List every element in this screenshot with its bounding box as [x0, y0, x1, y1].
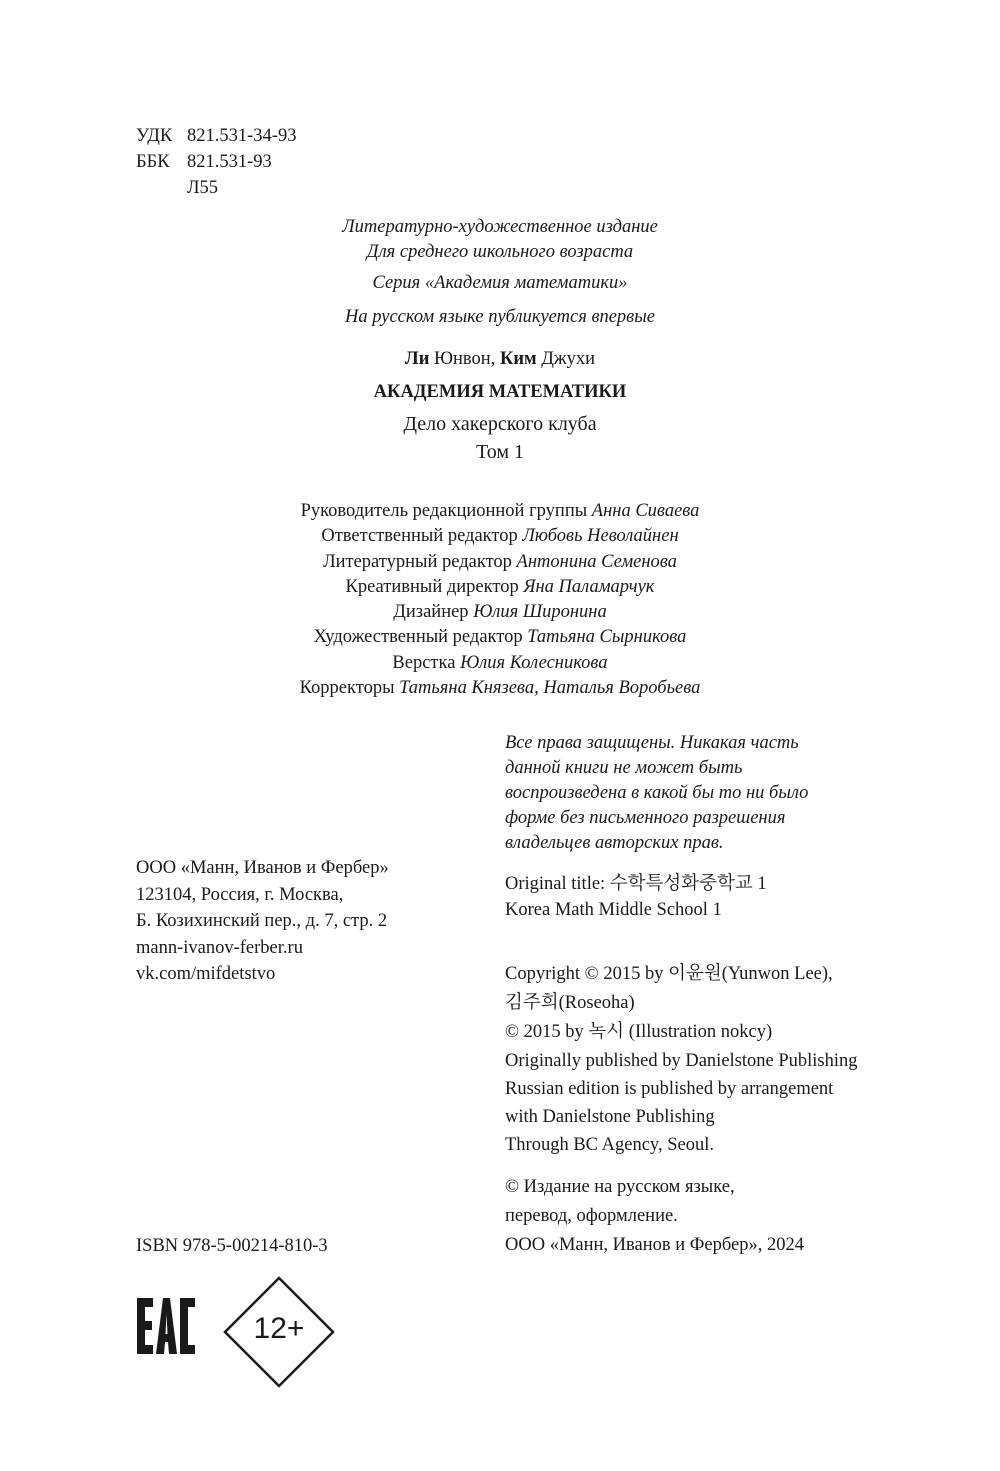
author-mark: Л55	[187, 178, 219, 198]
publisher-info	[136, 859, 389, 992]
publisher-social: vk.com/mifdetstvo	[136, 964, 276, 984]
copyright-line: with Danielstone Publishing	[505, 1107, 715, 1127]
credit-line	[0, 679, 1000, 704]
credit-person: Татьяна Сырникова	[527, 627, 687, 648]
credit-role: Верстка	[392, 652, 461, 673]
book-volume: Том 1	[476, 441, 524, 463]
edition-series: Серия «Академия математики»	[372, 273, 628, 293]
credit-person: Юлия Колесникова	[460, 652, 608, 673]
original-title-line: Original title: 수학특성화중학교 1	[505, 874, 767, 894]
author2-surname: Ким	[499, 349, 537, 369]
book-title: АКАДЕМИЯ МАТЕМАТИКИ	[373, 382, 627, 402]
edition-type: Литературно-художественное издание	[342, 217, 658, 237]
age-rating-badge	[223, 1276, 335, 1393]
book-subtitle: Дело хакерского клуба	[403, 413, 597, 435]
copyright-line: Copyright © 2015 by 이윤원(Yunwon Lee),	[505, 964, 833, 984]
credit-line	[0, 527, 1000, 552]
bbk-label: ББК	[136, 152, 170, 172]
udk-label: УДК	[136, 126, 173, 146]
credits-list	[0, 502, 1000, 704]
rights-line: данной книги не может быть	[505, 758, 743, 778]
rights-notice	[505, 734, 808, 859]
credit-person: Юлия Широнина	[473, 602, 607, 623]
credit-line	[0, 502, 1000, 527]
classification-codes	[136, 123, 296, 201]
publisher-address-1: 123104, Россия, г. Москва,	[136, 884, 344, 905]
russian-copyright-line: перевод, оформление.	[505, 1206, 678, 1226]
author1-name: Юнвон,	[429, 349, 500, 369]
publisher-name: ООО «Манн, Иванов и Фербер»	[136, 858, 389, 878]
edition-age-group: Для среднего школьного возраста	[366, 242, 634, 262]
bbk-value: 821.531-93	[187, 152, 272, 172]
credit-role: Дизайнер	[393, 602, 474, 623]
publisher-address-2: Б. Козихинский пер., д. 7, стр. 2	[136, 911, 388, 931]
credit-line	[0, 578, 1000, 603]
bbk-line	[136, 149, 296, 175]
credit-person: Яна Паламарчук	[523, 576, 655, 597]
authors-line	[0, 350, 1000, 369]
copyright-block	[505, 965, 858, 1164]
credit-line	[0, 654, 1000, 679]
original-english-title: Korea Math Middle School 1	[505, 900, 722, 920]
author1-surname: Ли	[404, 349, 430, 369]
rights-line: воспроизведена в какой бы то ни было	[505, 783, 809, 803]
credit-line	[0, 553, 1000, 578]
credit-line	[0, 603, 1000, 628]
russian-copyright	[505, 1178, 804, 1265]
publisher-website: mann-ivanov-ferber.ru	[136, 937, 303, 958]
copyright-line: © 2015 by 녹시 (Illustration nokcy)	[505, 1022, 773, 1042]
copyright-line: Through BC Agency, Seoul.	[505, 1135, 714, 1155]
original-title	[505, 875, 767, 927]
author2-name: Джухи	[536, 349, 596, 369]
isbn: ISBN 978-5-00214-810-3	[136, 1236, 328, 1256]
copyright-line: Russian edition is published by arrangement	[505, 1079, 834, 1099]
age-rating-text: 12+	[253, 1312, 305, 1345]
eac-logo-icon	[136, 1298, 196, 1354]
rights-line: форме без письменного разрешения	[505, 808, 786, 828]
credit-role: Литературный редактор	[323, 551, 517, 572]
copyright-line: Originally published by Danielstone Publishing	[505, 1051, 858, 1071]
copyright-line: 김주희(Roseoha)	[505, 993, 635, 1013]
credit-role: Корректоры	[299, 678, 400, 699]
credit-line	[0, 628, 1000, 653]
udk-line	[136, 123, 296, 149]
credit-person: Татьяна Князева, Наталья Воробьева	[399, 678, 701, 699]
credit-person: Любовь Неволайнен	[522, 526, 679, 547]
credit-role: Креативный директор	[345, 576, 524, 597]
credit-role: Руководитель редакционной группы	[300, 501, 592, 521]
rights-line: владельцев авторских прав.	[505, 833, 724, 853]
author-mark-line	[136, 175, 296, 201]
credit-role: Ответственный редактор	[321, 526, 523, 547]
credit-role: Художественный редактор	[313, 627, 528, 648]
credit-person: Анна Сиваева	[591, 501, 700, 521]
edition-first-publication: На русском языке публикуется впервые	[345, 307, 655, 327]
credit-person: Антонина Семенова	[516, 551, 677, 572]
russian-copyright-line: ООО «Манн, Иванов и Фербер», 2024	[505, 1235, 804, 1255]
udk-value: 821.531-34-93	[187, 126, 297, 146]
rights-line: Все права защищены. Никакая часть	[505, 733, 799, 753]
russian-copyright-line: © Издание на русском языке,	[505, 1177, 735, 1197]
eac-mark	[136, 1298, 196, 1359]
